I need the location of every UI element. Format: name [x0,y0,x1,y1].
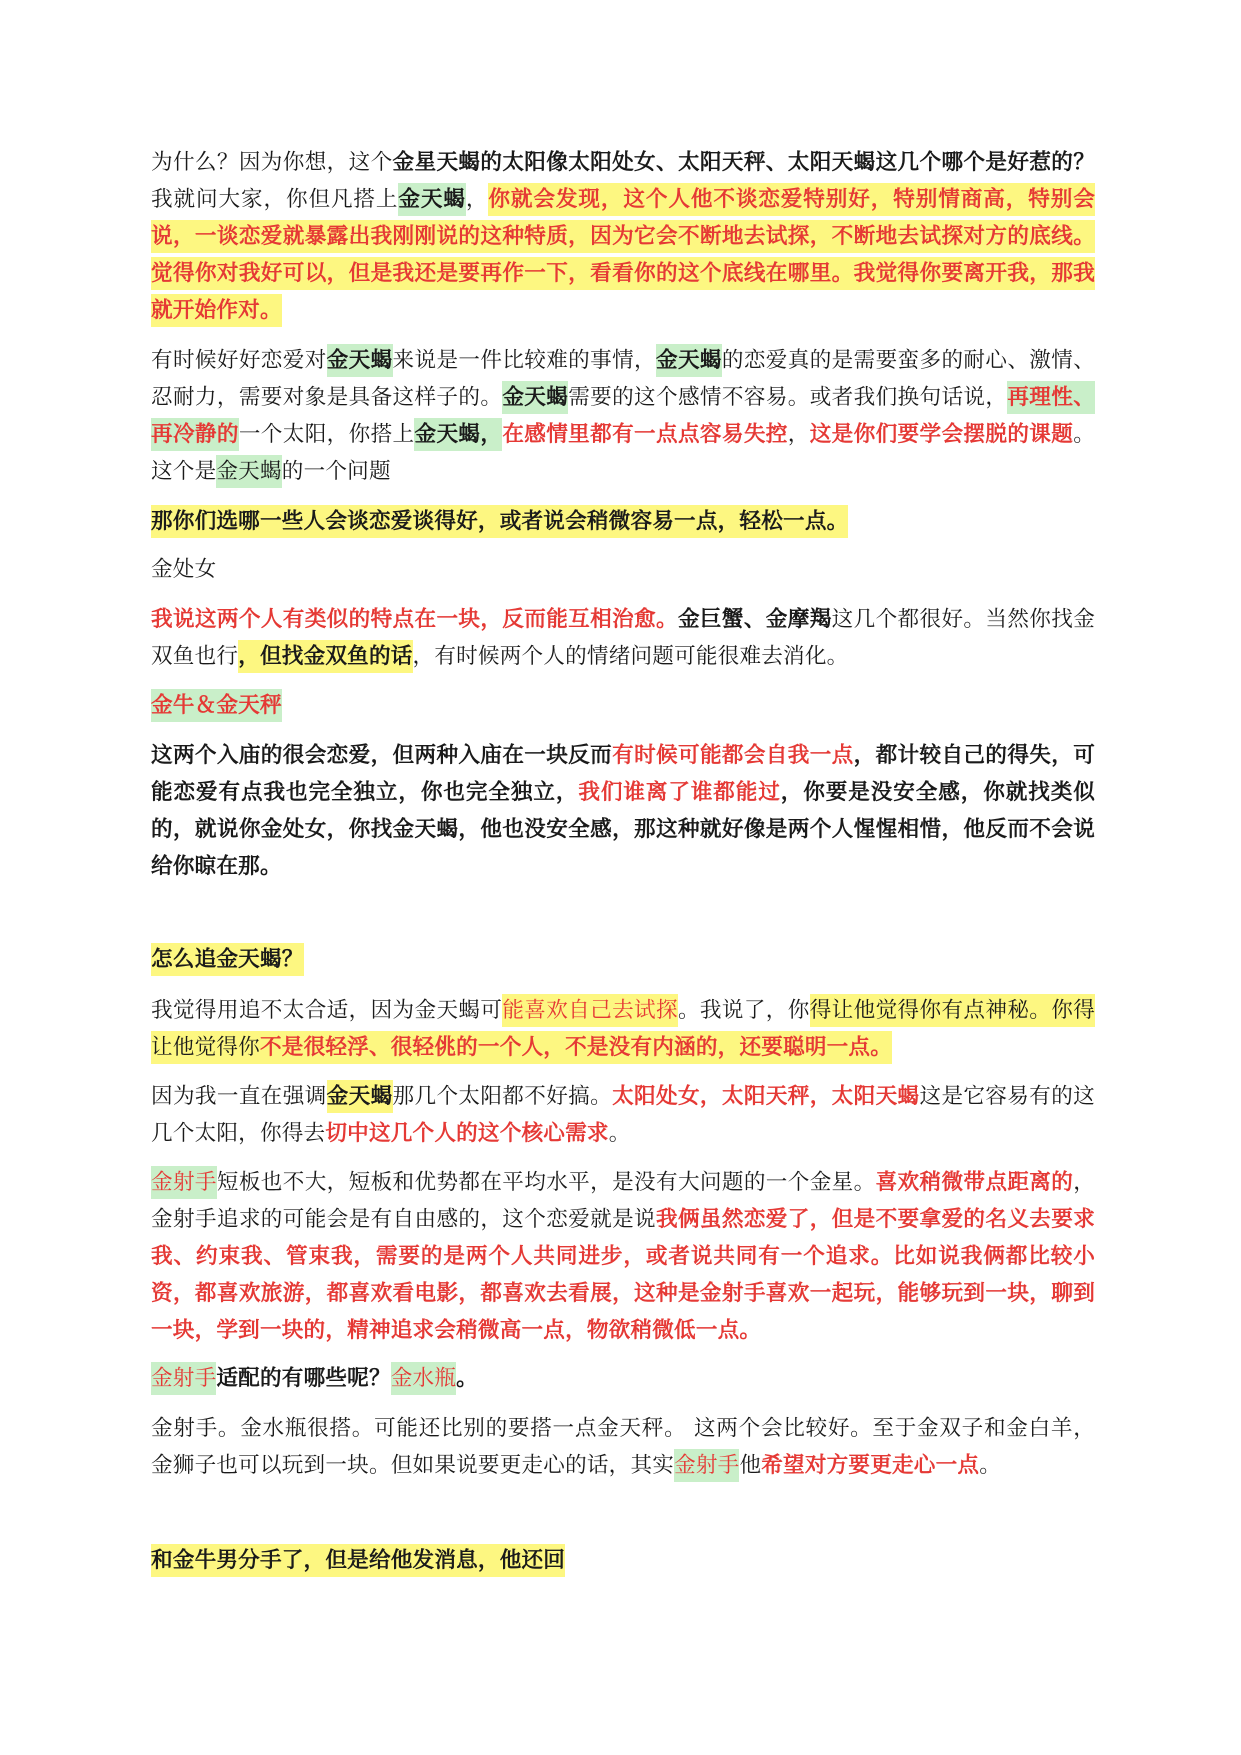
highlighted-text: 金天蝎 [327,344,393,377]
text-segment: 这两个入庙的很会恋爱，但两种入庙在一块反而 [151,743,613,768]
highlighted-text: 金天蝎 [656,344,722,377]
text-segment: 需要的这个感情不容易。或者我们换句话说， [568,385,1008,410]
paragraph [151,551,1095,588]
highlighted-text: 金射手 [674,1449,739,1482]
paragraph [151,601,1095,675]
question-heading [151,941,1095,978]
text-segment: ， [787,422,810,447]
text-segment: 因为我一直在强调 [151,1084,327,1109]
text-segment: 。 [608,1121,631,1146]
text-segment: 我觉得用追不太合适，因为金天蝎可 [151,998,503,1023]
text-segment: 的恋爱真的是需要蛮多的耐心、激情、忍耐力，需要对象是具备这样子的。 [151,348,1095,410]
section-label [151,687,1095,724]
text-segment: 适配的有哪些呢？ [216,1366,391,1391]
text-segment: ，都计较自己的得失，可能恋爱有点我也完全独立，你也完全独立， [151,743,1096,805]
text-segment: 这几个都很好。当然你找金双鱼也行 [151,607,1095,669]
paragraph [151,1164,1095,1349]
paragraph [151,737,1095,885]
highlighted-text: 金牛＆金天秤 [151,689,282,722]
text-segment: 我俩虽然恋爱了，但是不要拿爱的名义去要求我、约束我、管束我，需要的是两个人共同进步，或者说共同有一个追求。比如说我俩都比较小资，都喜欢旅游，都喜欢看电影，都喜欢去看展，这种是金射手喜欢一起玩，能够玩到一块，聊到一块，学到一块的，精神追求会稍微高一点，物欲稍微低一点。 [151,1207,1095,1343]
text-segment: ，金射手追求的可能会是有自由感的，这个恋爱就是说 [151,1170,1095,1232]
text-segment: 金处女 [151,557,217,582]
text-segment: 金射手。金水瓶很搭。可能还比别的要搭一点金天秤。 这两个会比较好。至于金双子和金白羊，金狮子也可以玩到一块。但如果说要更走心的话，其实 [151,1416,1095,1478]
text-segment: ，有时候两个人的情绪问题可能很难去消化。 [412,644,849,669]
text-segment: 在感情里都有一点点容易失控 [502,422,788,447]
text-segment: 太阳处女，太阳天秤，太阳天蝎 [612,1084,920,1109]
text-segment: 我们谁离了谁都能过 [578,780,781,805]
text-segment: 一个太阳，你搭上 [238,422,415,447]
text-segment: 。 [456,1366,478,1391]
text-segment: 我说这两个人有类似的特点在一块，反而能互相治愈。 [151,607,678,632]
paragraph [151,1360,1095,1397]
text-segment: ，你要是没安全感，你就找类似的，就说你金处女，你找金天蝎，他也没安全感，那这种就好像是两个人惺惺相惜，他反而不会说给你晾在那。 [151,780,1095,879]
text-segment: 有时候可能都会自我一点 [612,743,854,768]
highlighted-text: ，但找金双鱼的话 [238,640,412,673]
text-segment: 那几个太阳都不好搞。 [392,1084,613,1109]
text-segment: ， [465,187,489,212]
highlighted-text: 金射手 [151,1362,216,1395]
paragraph [151,992,1095,1066]
text-segment: 来说是一件比较难的事情， [392,348,657,373]
highlighted-text: 你就会发现，这个人他不谈恋爱特别好，特别情商高，特别会说，一谈恋爱就暴露出我刚刚说的这种特质，因为它会不断地去试探，不断地去试探对方的底线。觉得你对我好可以，但是我还是要再作一下，看看你的这个底线在哪里。我觉得你要离开我，那我就开始作对。 [151,183,1095,327]
highlighted-text: 不是很轻浮、很轻佻的一个人，不是没有内涵的，还要聪明一点。 [260,1031,892,1064]
text-segment: 他 [739,1453,762,1478]
text-segment: 为什么？因为你想，这个 [151,150,393,175]
text-segment: 喜欢稍微带点距离的 [875,1170,1074,1195]
text-segment: 切中这几个人的这个核心需求 [325,1121,609,1146]
text-segment: 有时候好好恋爱对 [151,348,327,373]
highlighted-text: 能喜欢自己去试探 [502,994,678,1027]
highlighted-text: 再理性、再冷静的 [151,381,1095,451]
highlighted-text: 金天蝎 [502,381,568,414]
paragraph [151,1410,1095,1484]
text-segment: 短板也不大，短板和优势都在平均水平，是没有大问题的一个金星。 [216,1170,876,1195]
question-heading [151,1542,1095,1579]
highlighted-text: 金天蝎， [414,418,502,451]
text-segment: 。我说了，你 [677,998,810,1023]
text-segment: 这是它容易有的这几个太阳，你得去 [151,1084,1095,1146]
highlighted-text: 得让他觉得你有点神秘。你得让他觉得你 [151,994,1095,1064]
highlighted-text: 和金牛男分手了，但是给他发消息，他还回 [151,1544,565,1577]
text-segment: 这是你们要学会摆脱的课题 [809,422,1074,447]
text-segment: 希望对方要更走心一点 [761,1453,980,1478]
text-segment: 的一个问题 [281,459,391,484]
highlighted-text: 金天蝎 [398,183,465,216]
highlighted-text: 金水瓶 [391,1362,456,1395]
text-segment: 。 [979,1453,1001,1478]
question-heading [151,503,1095,540]
paragraph [151,1078,1095,1152]
text-segment: 我就问大家，你但凡搭上 [151,187,399,212]
highlighted-text: 金天蝎 [216,455,281,488]
highlighted-text: 金天蝎 [327,1080,393,1113]
highlighted-text: 怎么追金天蝎？ [151,943,304,976]
paragraph [151,144,1095,329]
text-segment: 金巨蟹、金摩羯 [677,607,832,632]
text-segment: 金星天蝎的太阳像太阳处女、太阳天秤、太阳天蝎这几个哪个是好惹的？ [392,150,1095,175]
paragraph [151,342,1095,490]
highlighted-text: 那你们选哪一些人会谈恋爱谈得好，或者说会稍微容易一点，轻松一点。 [151,505,848,538]
highlighted-text: 金射手 [151,1166,217,1199]
text-segment: 。这个是 [151,422,1095,484]
